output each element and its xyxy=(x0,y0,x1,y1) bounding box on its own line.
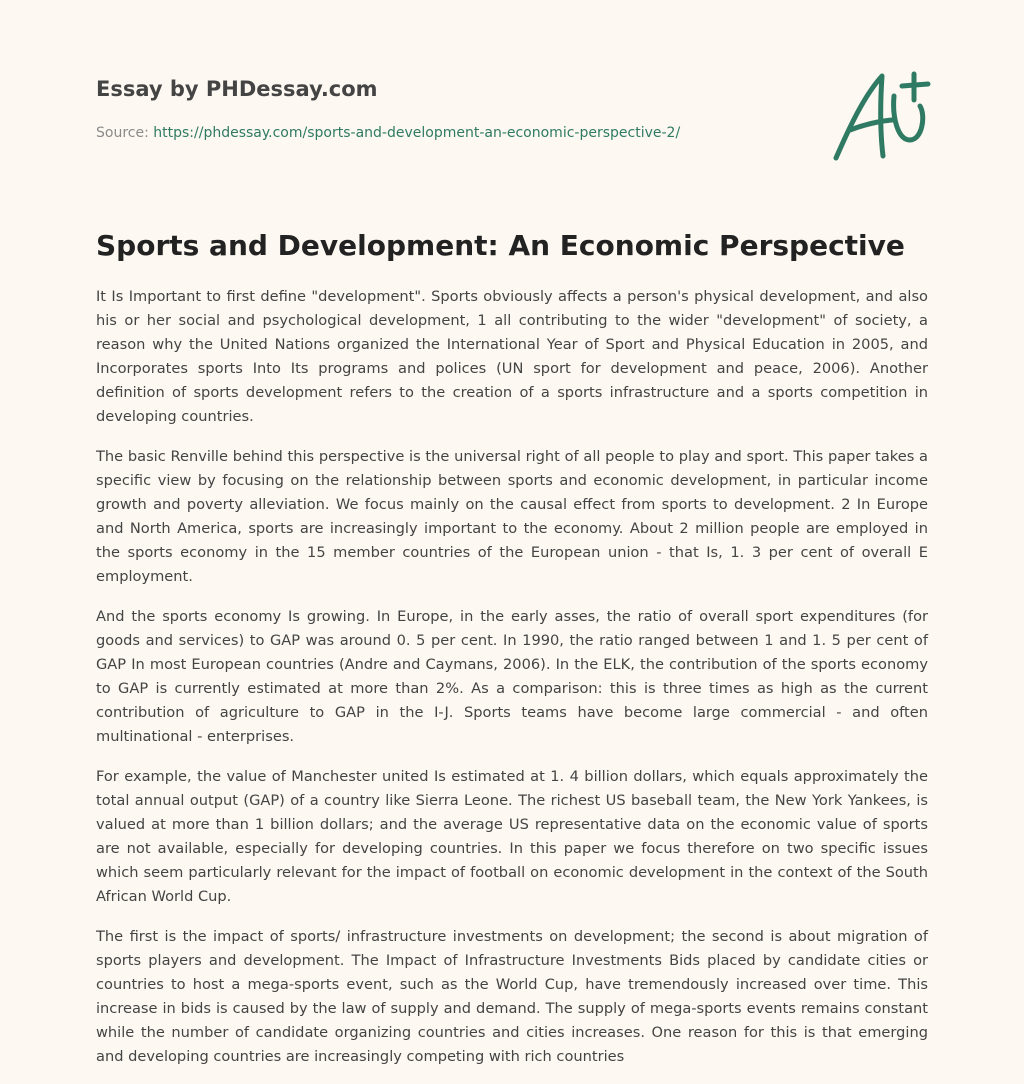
essay-paragraph: And the sports economy Is growing. In Europe, in the early asses, the ratio of overall sport expenditures (for goods and services) to GAP was around 0. 5 per cent. In 1990, the ratio ranged between 1 and 1. 5 per cent of GAP In most European countries (Andre and Caymans, 2006). In the ELK, the contribution of the sports economy to GAP is currently estimated at more than 2%. As a comparison: this is three times as high as the current contribution of agriculture to GAP in the I-J. Sports teams have become large commercial - and often multinational - enterprises. xyxy=(96,607,928,745)
essay-title: Sports and Development: An Economic Perspective xyxy=(96,229,905,262)
essay-paragraph: The basic Renville behind this perspective is the universal right of all people to play and sport. This paper takes a specific view by focusing on the relationship between sports and economic development, in particular income growth and poverty alleviation. We focus mainly on the causal effect from sports to development. 2 In Europe and North America, sports are increasingly important to the economy. About 2 million people are employed in the sports economy in the 15 member countries of the European union - that Is, 1. 3 per cent of overall E employment. xyxy=(96,447,928,585)
source-link[interactable]: https://phdessay.com/sports-and-development-an-economic-perspective-2/ xyxy=(153,125,681,141)
essay-paragraph: The first is the impact of sports/ infrastructure investments on development; the second is about migration of sports players and development. The Impact of Infrastructure Investments Bids placed by candidate cities or countries to host a mega-sports event, such as the World Cup, have tremendously increased over time. This increase in bids is caused by the law of supply and demand. The supply of mega-sports events remains constant while the number of candidate organizing countries and cities increases. One reason for this is that emerging and developing countries are increasingly competing with rich countries xyxy=(96,927,928,1065)
source-label: Source: xyxy=(96,125,149,141)
essay-paragraph: It Is Important to first define "development". Sports obviously affects a person's physical development, and also his or her social and psychological development, 1 all contributing to the wider "development" of society, a reason why the United Nations organized the International Year of Sport and Physical Education in 2005, and Incorporates sports Into Its programs and polices (UN sport for development and peace, 2006). Another definition of sports development refers to the creation of a sports infrastructure and a sports competition in developing countries. xyxy=(96,287,928,425)
a-plus-grade-icon xyxy=(828,66,932,166)
brand-title: Essay by PHDessay.com xyxy=(96,77,378,101)
page-header xyxy=(96,0,928,190)
essay-body xyxy=(96,285,928,1069)
source-line xyxy=(96,125,680,141)
essay-paragraph: For example, the value of Manchester united Is estimated at 1. 4 billion dollars, which equals approximately the total annual output (GAP) of a country like Sierra Leone. The richest US baseball team, the New York Yankees, is valued at more than 1 billion dollars; and the average US representative data on the economic value of sports are not available, especially for developing countries. In this paper we focus therefore on two specific issues which seem particularly relevant for the impact of football on economic development in the context of the South African World Cup. xyxy=(96,767,928,905)
